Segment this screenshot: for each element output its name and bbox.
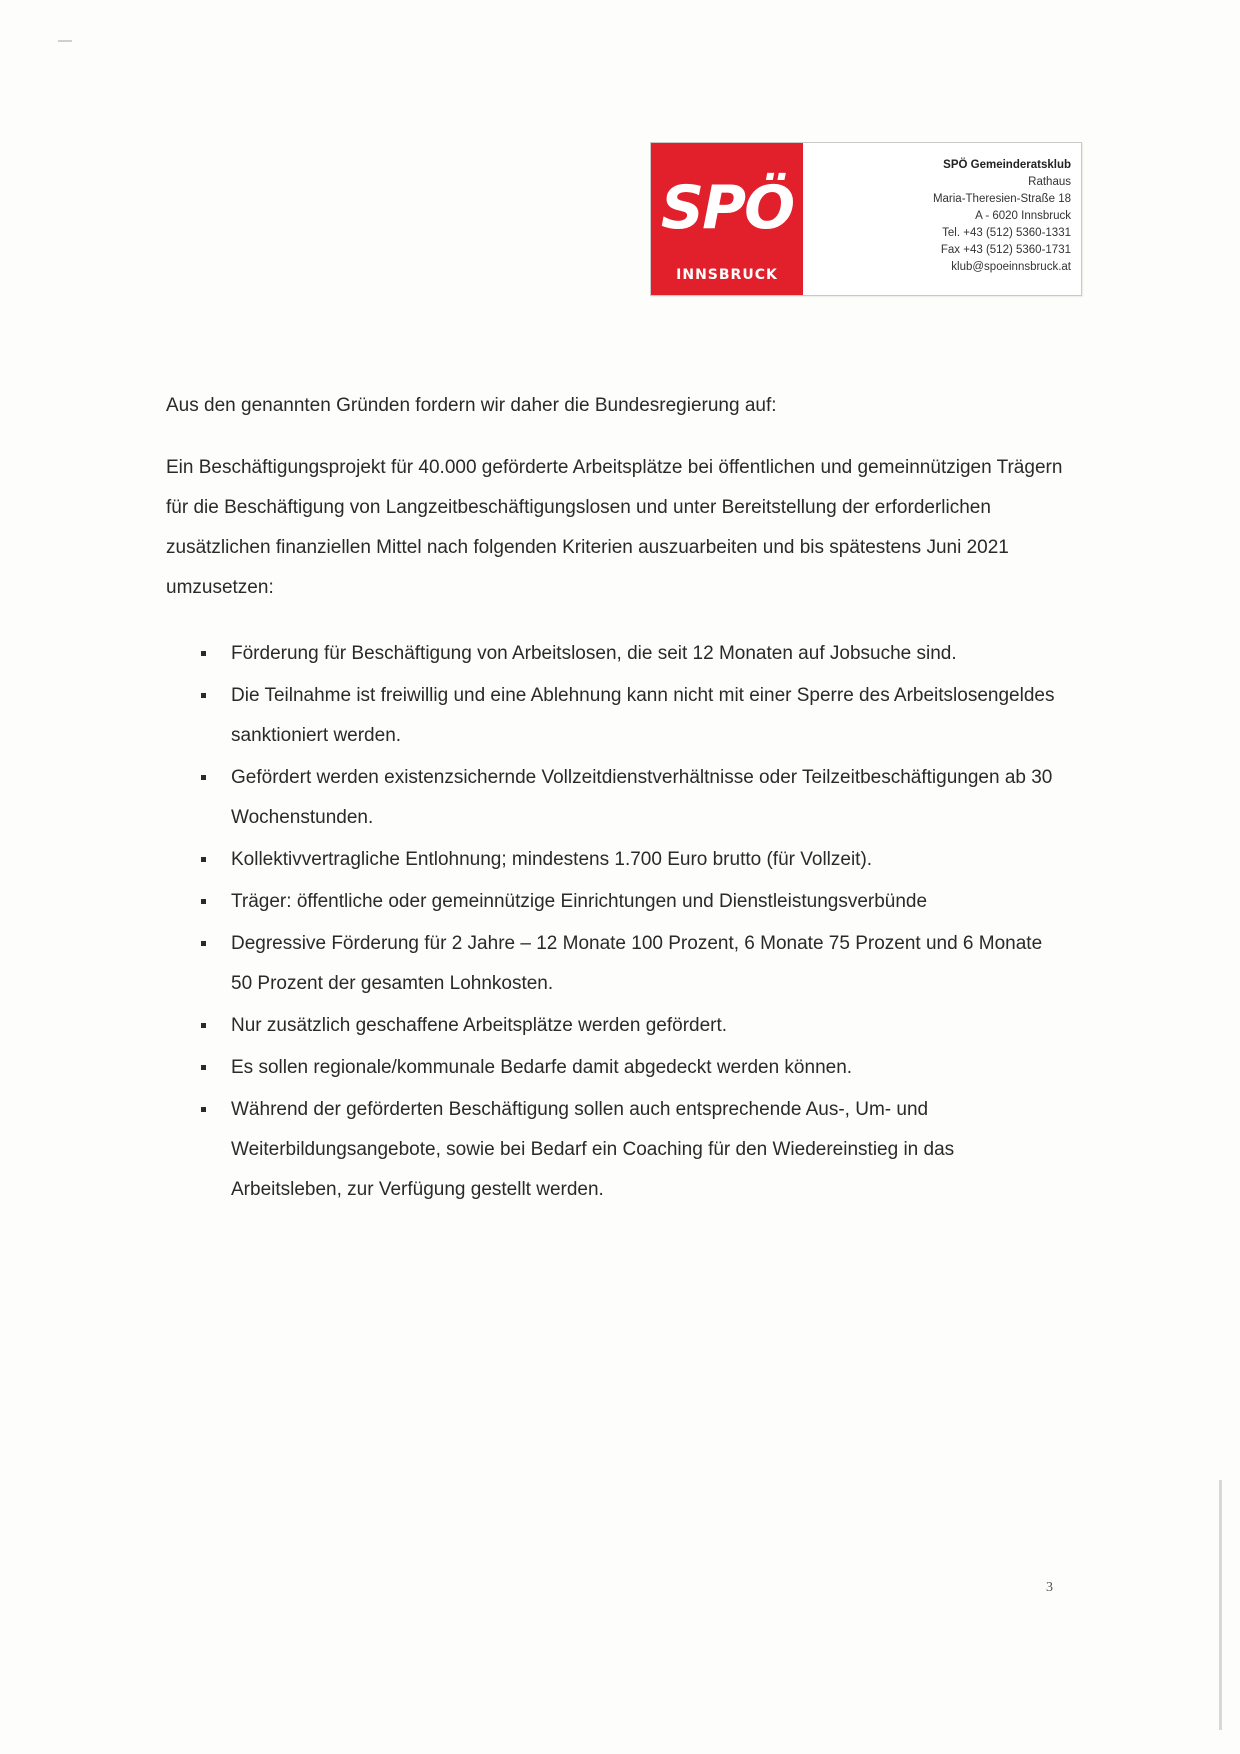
address-block xyxy=(933,157,1071,276)
list-item xyxy=(231,1006,1066,1046)
bullet-icon xyxy=(201,1065,206,1070)
list-item-text: Gefördert werden existenzsichernde Vollzeitdienstverhältnisse oder Teilzeitbeschäftigungen ab 30 Wochenstunden. xyxy=(231,767,1053,828)
list-item-text: Es sollen regionale/kommunale Bedarfe damit abgedeckt werden können. xyxy=(231,1057,853,1078)
bullet-icon xyxy=(201,941,206,946)
address-line: A - 6020 Innsbruck xyxy=(975,210,1071,222)
bullet-icon xyxy=(201,693,206,698)
bullet-icon xyxy=(201,899,206,904)
intro-sentence: Aus den genannten Gründen fordern wir daher die Bundesregierung auf: xyxy=(166,395,777,416)
logo-subtitle: INNSBRUCK xyxy=(676,267,778,283)
list-item xyxy=(231,758,1066,838)
list-item xyxy=(231,924,1066,1004)
fax-line: Fax +43 (512) 5360-1731 xyxy=(940,244,1071,256)
email-line: klub@spoeinnsbruck.at xyxy=(951,261,1071,273)
bullet-icon xyxy=(201,651,206,656)
address-line: Rathaus xyxy=(1028,176,1071,188)
letterhead xyxy=(650,142,1082,296)
list-item xyxy=(231,1048,1066,1088)
list-item xyxy=(231,676,1066,756)
list-item-text: Kollektivvertragliche Entlohnung; mindestens 1.700 Euro brutto (für Vollzeit). xyxy=(231,849,873,870)
list-item-text: Nur zusätzlich geschaffene Arbeitsplätze werden gefördert. xyxy=(231,1015,728,1036)
club-name: SPÖ Gemeinderatsklub xyxy=(943,159,1071,171)
list-item-text: Degressive Förderung für 2 Jahre – 12 Monate 100 Prozent, 6 Monate 75 Prozent und 6 Monate 50 Prozent der gesamten Lohnkosten. xyxy=(231,933,1043,994)
bullet-icon xyxy=(201,775,206,780)
list-item-text: Träger: öffentliche oder gemeinnützige Einrichtungen und Dienstleistungsverbünde xyxy=(231,891,928,912)
scan-edge xyxy=(1219,1480,1222,1730)
phone-line: Tel. +43 (512) 5360-1331 xyxy=(942,227,1071,239)
list-item xyxy=(231,1090,1066,1210)
spoe-logo xyxy=(651,143,803,295)
list-item-text: Förderung für Beschäftigung von Arbeitslosen, die seit 12 Monaten auf Jobsuche sind. xyxy=(231,643,957,664)
bullet-icon xyxy=(201,1023,206,1028)
logo-text: SPÖ xyxy=(660,173,794,243)
document-body xyxy=(166,386,1066,1212)
list-item xyxy=(231,840,1066,880)
list-item-text: Während der geförderten Beschäftigung sollen auch entsprechende Aus-, Um- und Weiterbildungsangebote, sowie bei Bedarf ein Coaching für den Wiedereinstieg in das Arbeitsleben, zur Verfügung gestellt werden. xyxy=(231,1099,955,1200)
list-item xyxy=(231,634,1066,674)
criteria-list xyxy=(166,634,1066,1210)
list-item xyxy=(231,882,1066,922)
main-paragraph: Ein Beschäftigungsprojekt für 40.000 geförderte Arbeitsplätze bei öffentlichen und gemeinnützigen Trägern für die Beschäftigung von Langzeitbeschäftigungslosen und unter Bereitstellung der erforderlichen zusätzlichen finanziellen Mittel nach folgenden Kriterien auszuarbeiten und bis spätestens Juni 2021 umzusetzen: xyxy=(166,457,1063,598)
list-item-text: Die Teilnahme ist freiwillig und eine Ablehnung kann nicht mit einer Sperre des Arbeitslosengeldes sanktioniert werden. xyxy=(231,685,1055,746)
bullet-icon xyxy=(201,1107,206,1112)
scan-mark xyxy=(58,40,72,42)
bullet-icon xyxy=(201,857,206,862)
page-number: 3 xyxy=(1046,1580,1053,1595)
address-line: Maria-Theresien-Straße 18 xyxy=(932,193,1071,205)
